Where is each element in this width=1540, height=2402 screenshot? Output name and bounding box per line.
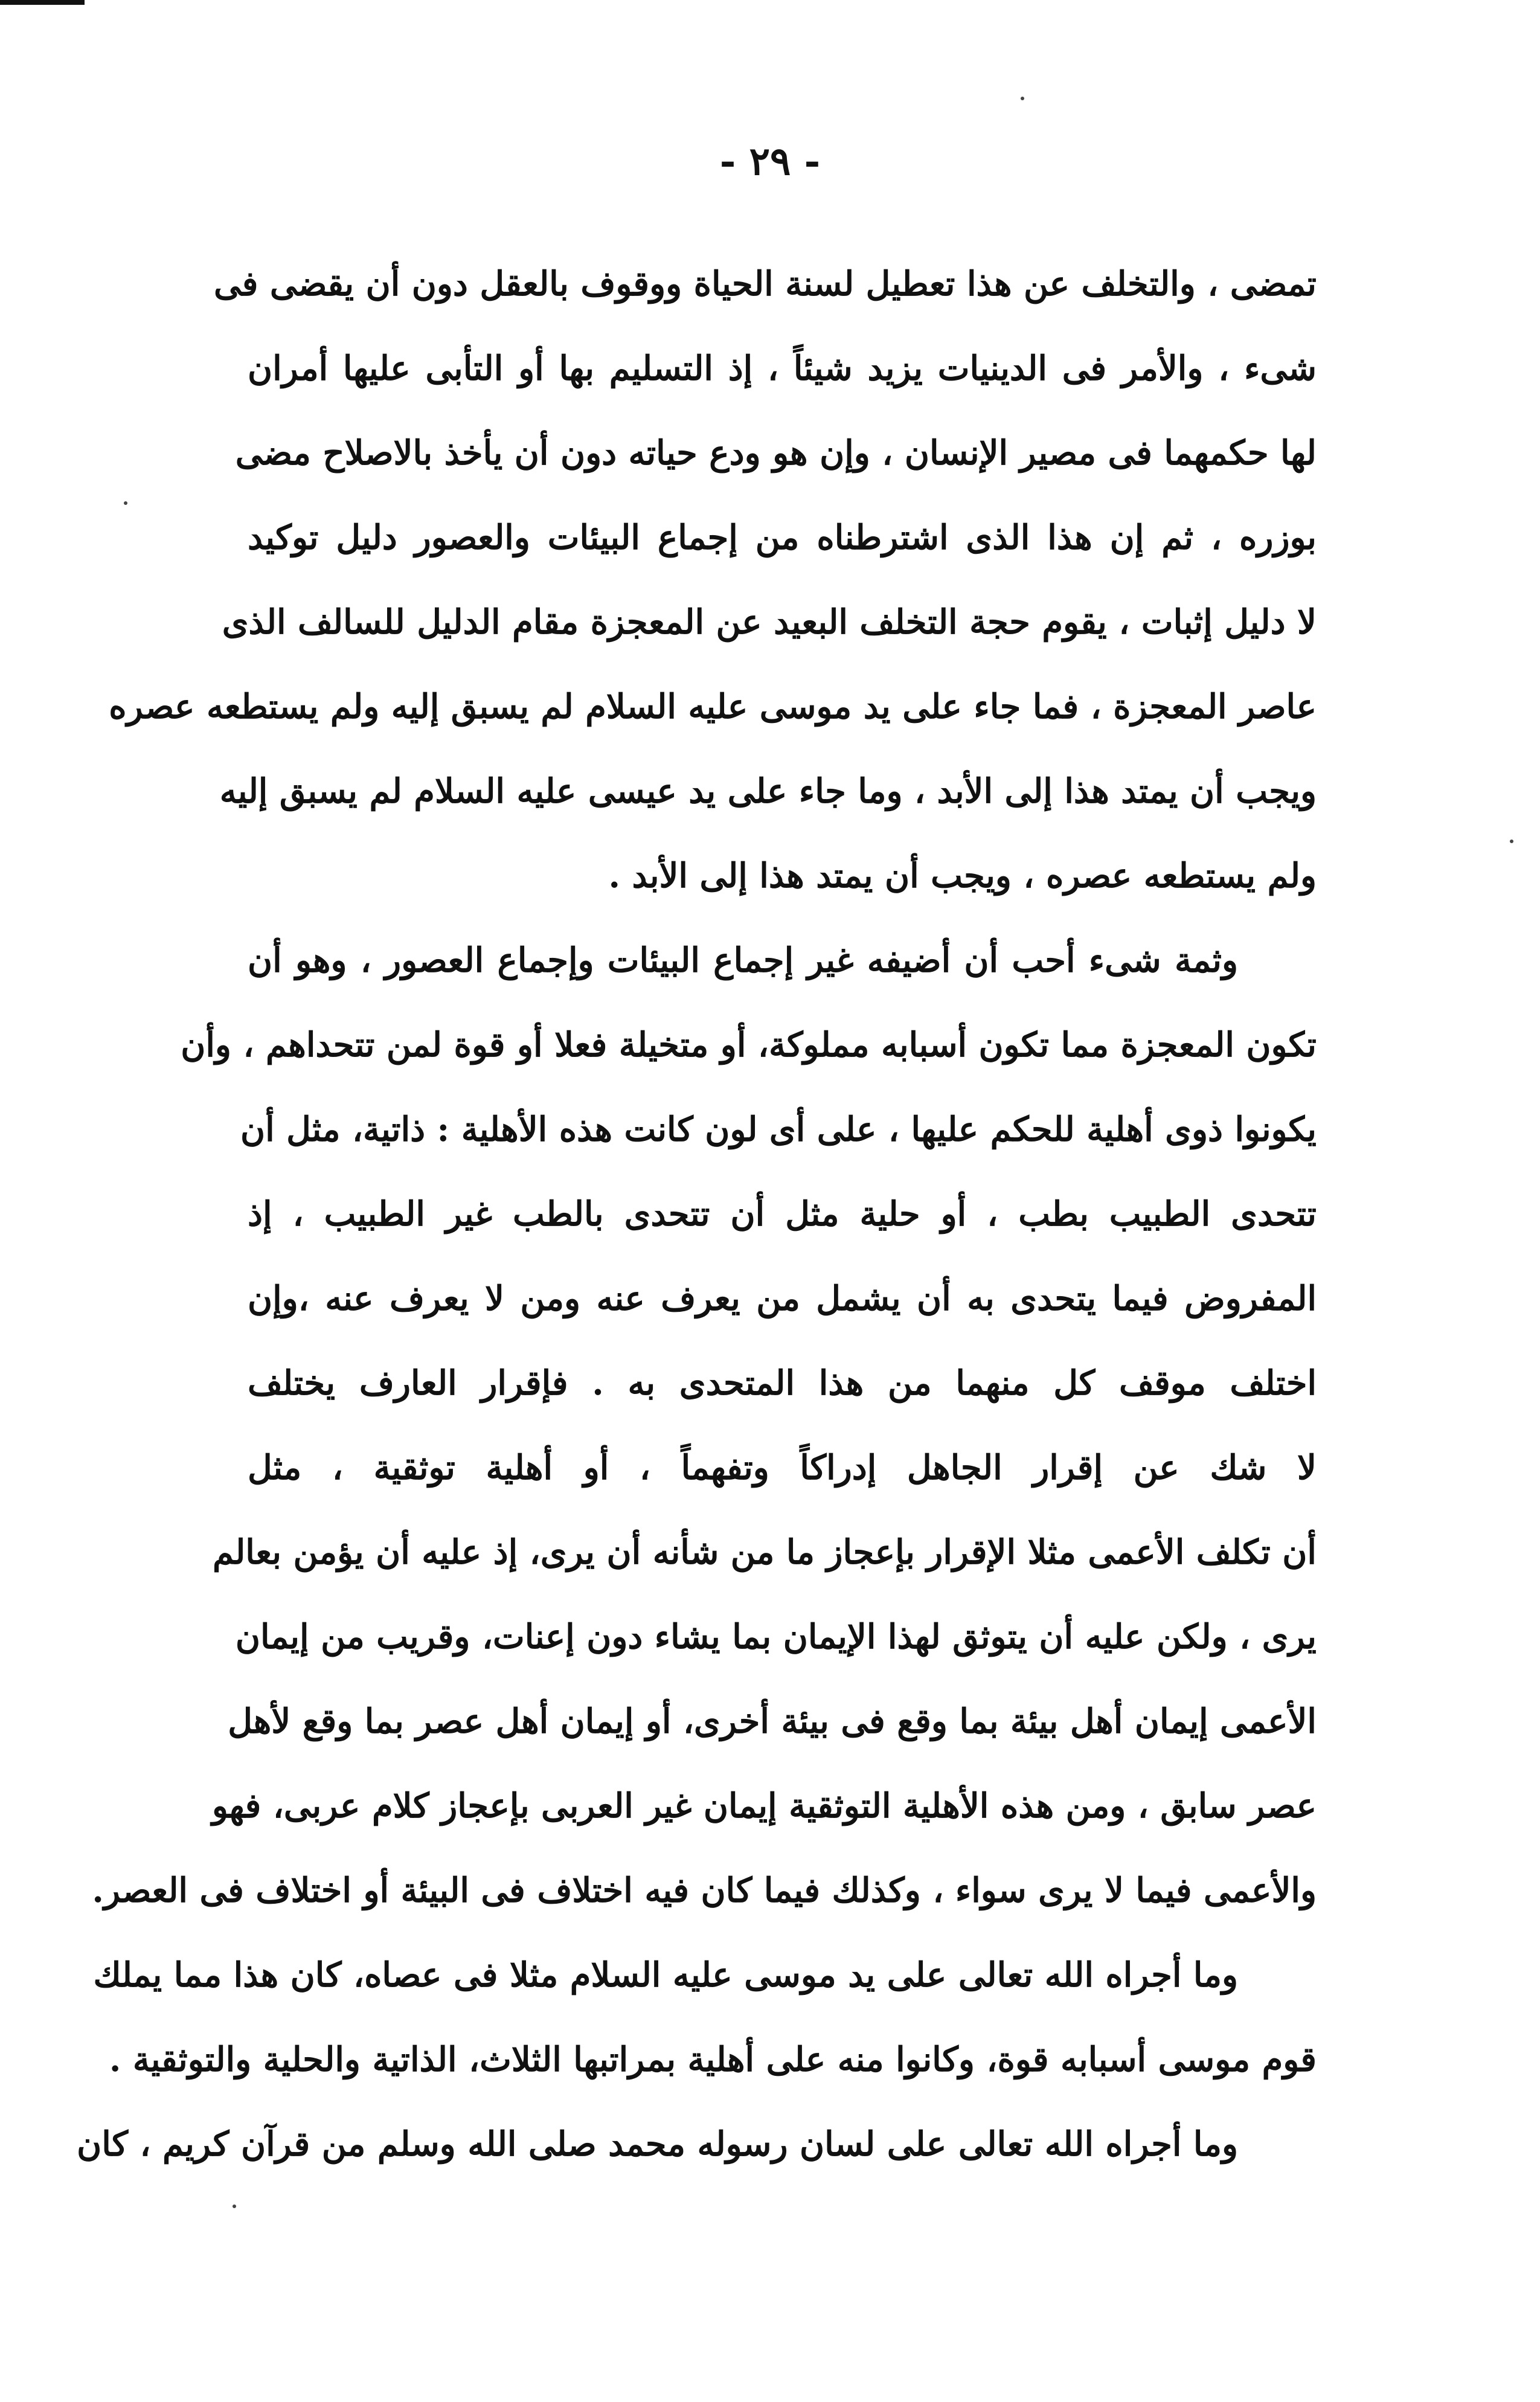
text-line: يرى ، ولكن عليه أن يتوثق لهذا الإيمان بما يشاء دون إعنات، وقريب من إيمان — [235, 1617, 1317, 1657]
body-text — [77, 242, 1317, 2186]
page-number: - ٢٩ - — [719, 139, 821, 184]
text-line: وما أجراه الله تعالى على يد موسى عليه السلام مثلا فى عصاه، كان هذا مما يملك — [93, 1955, 1238, 1995]
text-line: والأعمى فيما لا يرى سواء ، وكذلك فيما كان فيه اختلاف فى البيئة أو اختلاف فى العصر. — [92, 1871, 1317, 1910]
text-line: اختلف موقف كل منهما من هذا المتحدى به . فإقرار العارف يختلف — [248, 1363, 1317, 1403]
text-line: أن تكلف الأعمى مثلا الإقرار بإعجاز ما من شأنه أن يرى، إذ عليه أن يؤمن بعالم — [212, 1532, 1317, 1572]
text-line: وثمة شىء أحب أن أضيفه غير إجماع البيئات وإجماع العصور ، وهو أن — [248, 940, 1238, 980]
text-line: لا شك عن إقرار الجاهل إدراكاً وتفهماً ، أو أهلية توثقية ، مثل — [248, 1448, 1317, 1488]
scan-speck — [1021, 97, 1024, 100]
text-line: يكونوا ذوى أهلية للحكم عليها ، على أى لون كانت هذه الأهلية : ذاتية، مثل أن — [240, 1109, 1317, 1149]
text-line: تكون المعجزة مما تكون أسبابه مملوكة، أو متخيلة فعلا أو قوة لمن تتحداهم ، وأن — [181, 1025, 1317, 1065]
text-line: عاصر المعجزة ، فما جاء على يد موسى عليه السلام لم يسبق إليه ولم يستطعه عصره — [109, 687, 1317, 727]
text-line: لا دليل إثبات ، يقوم حجة التخلف البعيد عن المعجزة مقام الدليل للسالف الذى — [222, 602, 1317, 642]
text-line: ويجب أن يمتد هذا إلى الأبد ، وما جاء على يد عيسى عليه السلام لم يسبق إليه — [219, 771, 1317, 811]
scan-edge-mark — [0, 0, 85, 5]
scan-speck — [1510, 840, 1513, 843]
text-line: ولم يستطعه عصره ، ويجب أن يمتد هذا إلى الأبد . — [608, 856, 1317, 896]
text-line: تتحدى الطبيب بطب ، أو حلية مثل أن تتحدى بالطب غير الطبيب ، إذ — [248, 1194, 1317, 1234]
text-line: بوزره ، ثم إن هذا الذى اشترطناه من إجماع البيئات والعصور دليل توكيد — [248, 518, 1317, 557]
text-line: لها حكمهما فى مصير الإنسان ، وإن هو ودع حياته دون أن يأخذ بالاصلاح مضى — [235, 433, 1317, 473]
text-line: شىء ، والأمر فى الدينيات يزيد شيئاً ، إذ التسليم بها أو التأبى عليها أمران — [248, 348, 1317, 388]
scan-speck — [124, 501, 127, 505]
text-line: قوم موسى أسبابه قوة، وكانوا منه على أهلية بمراتبها الثلاث، الذاتية والحلية والتوثقية . — [109, 2040, 1317, 2079]
scan-speck — [233, 2205, 236, 2208]
text-line: تمضى ، والتخلف عن هذا تعطيل لسنة الحياة ووقوف بالعقل دون أن يقضى فى — [213, 264, 1317, 304]
text-line: المفروض فيما يتحدى به أن يشمل من يعرف عنه ومن لا يعرف عنه ،وإن — [248, 1279, 1317, 1318]
text-line: وما أجراه الله تعالى على لسان رسوله محمد صلى الله وسلم من قرآن كريم ، كان — [77, 2124, 1238, 2164]
text-line: عصر سابق ، ومن هذه الأهلية التوثقية إيمان غير العربى بإعجاز كلام عربى، فهو — [211, 1786, 1317, 1826]
text-line: الأعمى إيمان أهل بيئة بما وقع فى بيئة أخرى، أو إيمان أهل عصر بما وقع لأهل — [228, 1701, 1317, 1741]
